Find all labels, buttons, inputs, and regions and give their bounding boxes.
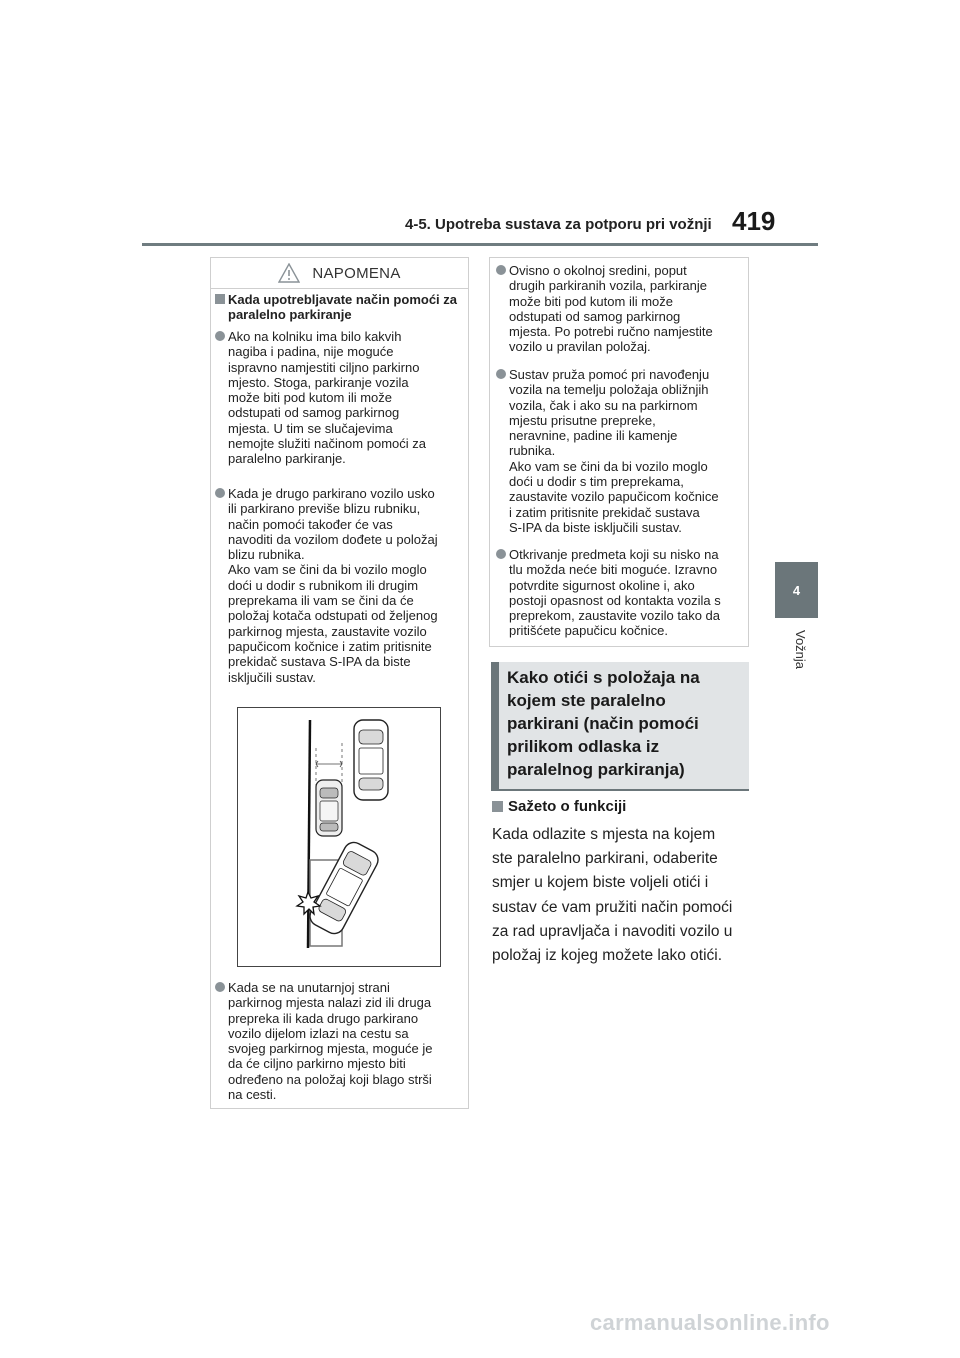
text-line: vozila, čak i ako su na parkirnom [509,397,698,413]
text-line: može biti pod kutom ili može [509,293,674,309]
text-line: sustav će vam pružiti način pomoći [492,898,733,916]
round-bullet-icon [215,331,225,341]
text-line: parkirani (način pomoći [507,714,699,733]
text-line: položaj iz kojeg možete lako otići. [492,947,723,965]
square-bullet-icon [215,294,225,304]
function-description [492,823,750,968]
text-line: Kako otići s položaja na [507,668,700,687]
note-bullet-1 [228,329,464,467]
text-line: papučicom kočnice i zatim pritisnite [228,638,432,654]
text-line: S-IPA da biste isključili sustav. [509,519,682,535]
text-line: smjer u kojem biste voljeli otići i [492,874,709,892]
parking-diagram [237,707,441,967]
text-line: potvrdite sigurnost okoline i, ako [509,577,695,593]
text-line: drugih parkiranih vozila, parkiranje [509,278,707,294]
text-line: parkirnog mjesta nalazi zid ili druga [228,995,432,1011]
chapter-tab: 4 [775,562,818,618]
section-header-title: 4-5. Upotreba sustava za potporu pri vožnji [405,216,712,233]
text-line: preprekama ili vam se čini da će [228,593,414,609]
round-bullet-icon [215,488,225,498]
text-line: neravnine, padine ili kamenje [509,428,678,444]
note-bullet-2 [228,486,464,685]
text-line: kojem ste paralelno [507,691,666,710]
warning-triangle-icon [278,263,300,283]
text-line: mjesta. Po potrebi ručno namjestite [509,324,713,340]
text-line: Otkrivanje predmeta koji su nisko na [509,547,719,562]
text-line: rubnika. [509,443,556,459]
round-bullet-icon [496,549,506,559]
note-subheading: Kada upotrebljavate način pomoći za paralelno parkiranje [228,292,462,323]
round-bullet-icon [215,982,225,992]
text-line: pritišćete papučicu kočnice. [509,623,668,639]
text-line: način pomoći također će vas [228,516,393,532]
text-line: parkirnog mjesta, zaustavite vozilo [228,623,427,639]
text-line: određeno na položaj koji blago strši [228,1071,432,1087]
text-line: Kada je drugo parkirano vozilo usko [228,486,435,501]
text-line: mjesto. Stoga, parkiranje vozila [228,374,409,390]
text-line: Ovisno o okolnoj sredini, poput [509,263,687,278]
section-accent-bar [491,662,499,790]
text-line: doći u dodir s rubnikom ili drugim [228,577,419,593]
section-rule [491,789,749,791]
function-subheading: Sažeto o funkciji [508,798,626,815]
text-line: prekidač sustava S-IPA da biste [228,654,411,670]
text-line: paralelnog parkiranja) [507,760,685,779]
text-line: Ako vam se čini da bi vozilo moglo [228,562,427,578]
text-line: ispravno namjestiti ciljno parkirno [228,359,420,375]
text-line: nemojte služiti načinom pomoći za [228,436,426,452]
footer-watermark: carmanualsonline.info [590,1310,830,1335]
text-line: ili parkirano previše blizu rubniku, [228,501,421,517]
text-line: isključili sustav. [228,669,316,685]
header-rule [142,243,818,246]
text-line: prepreka ili kada drugo parkirano [228,1010,419,1026]
text-line: preprekom, zaustavite vozilo tako da [509,608,720,624]
text-line: Sustav pruža pomoć pri navođenju [509,367,710,382]
text-line: blizu rubnika. [228,547,305,563]
text-line: odstupati od samog parkirnog [228,405,400,421]
square-bullet-icon [492,801,503,812]
note-heading-label: NAPOMENA [312,264,401,282]
text-line: prilikom odlaska iz [507,737,660,756]
text-line: na cesti. [228,1087,277,1103]
text-line: postoji opasnost od kontakta vozila s [509,592,721,608]
text-line: može biti pod kutom ili može [228,390,393,406]
text-line: mjesta. U tim se slučajevima [228,420,393,436]
text-line: Kada se na unutarnjoj strani [228,980,390,995]
section-heading-box [491,662,749,790]
text-line: vozila na temelju položaja obližnjih [509,382,709,398]
note-bullet-6 [509,547,749,639]
text-line: za rad upravljača i navoditi vozilo u [492,922,733,940]
round-bullet-icon [496,369,506,379]
chapter-label: Vožnja [793,630,808,670]
text-line: Kada odlazite s mjesta na kojem [492,826,716,843]
text-line: Ako na kolniku ima bilo kakvih [228,329,402,344]
text-line: tlu možda neće biti moguće. Izravno [509,562,718,578]
text-line: vozilo dijelom izlazi na cestu sa [228,1025,409,1041]
text-line: paralelno parkiranje. [228,451,346,467]
text-line: svojeg parkirnog mjesta, moguće je [228,1041,433,1057]
text-line: nagiba i padina, nije moguće [228,344,394,360]
text-line: doći u dodir s tim preprekama, [509,474,684,490]
text-line: navoditi da vozilom dođete u položaj [228,531,438,547]
text-line: vozilo u pravilan položaj. [509,339,651,355]
note-heading [211,258,468,289]
text-line: Ako vam se čini da bi vozilo moglo [509,458,708,474]
text-line: ste paralelno parkirani, odaberite [492,850,718,868]
note-bullet-5 [509,367,749,535]
text-line: i zatim pritisnite prekidač sustava [509,504,700,520]
section-title [507,666,743,781]
page-number: 419 [732,206,776,236]
text-line: da će ciljno parkirno mjesto biti [228,1056,406,1072]
text-line: zaustavite vozilo papučicom kočnice [509,489,719,505]
text-line: položaj kotača odstupati od željenog [228,608,438,624]
round-bullet-icon [496,265,506,275]
note-bullet-4 [509,263,749,355]
note-bullet-3 [228,980,464,1102]
text-line: mjestu prisutne prepreke, [509,412,656,428]
parking-illustration [238,708,440,966]
text-line: odstupati od samog parkirnog [509,308,681,324]
